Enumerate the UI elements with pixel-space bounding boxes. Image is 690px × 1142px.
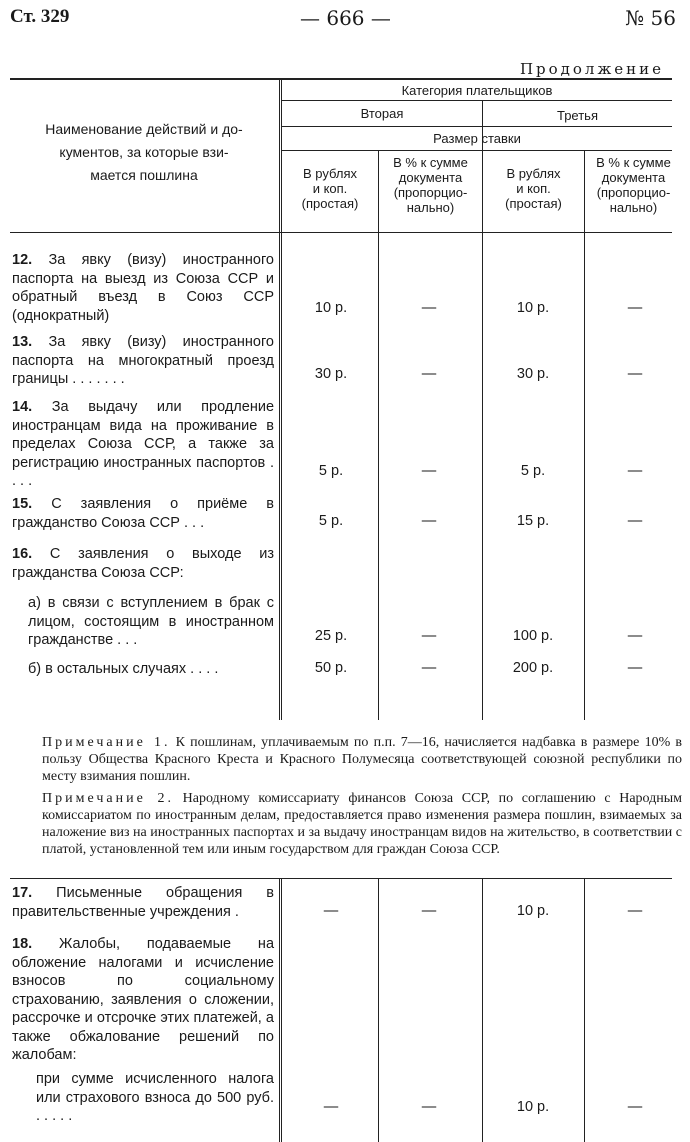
cell-value: 5 р. (318, 463, 344, 479)
cell-value: — (627, 1099, 643, 1115)
category-rule (281, 100, 672, 101)
cell-value: — (627, 903, 643, 919)
table-row-13: 13. За явку (визу) иностранного паспорта на многократный проезд границы . . . . . . . (12, 334, 274, 387)
col-divider (482, 878, 483, 1142)
col-divider (584, 150, 585, 720)
note-1: Примечание 1. К пошлинам, уплачиваемым по п.п. 7—16, начисляется надбавка в размере 10% в пользу Общества Красного Креста и Красного Полумесяца соответствующей союзной республики по месту взимания пошлин. (42, 735, 683, 784)
cell-value: — (421, 628, 437, 644)
issue-number: № 56 (625, 6, 676, 30)
cell-value: — (421, 366, 437, 382)
cell-value: — (421, 300, 437, 316)
table-row-16b: б) в остальных случаях . . . . (28, 661, 219, 677)
table-row-12: 12. За явку (визу) иностранного паспорта на выезд из Союза ССР и обратный въезд в Союз ССР (однократный) (12, 252, 274, 324)
cell-value: — (627, 300, 643, 316)
cell-value: 10 р. (314, 300, 348, 316)
cell-value: 30 р. (516, 366, 550, 382)
cell-value: — (627, 463, 643, 479)
cell-value: 25 р. (314, 628, 348, 644)
continuation-label: Продолжение (519, 60, 664, 78)
cell-value: 50 р. (314, 660, 348, 676)
category-header: Категория плательщиков (401, 83, 553, 98)
cell-value: — (421, 1099, 437, 1115)
col-divider (378, 150, 379, 720)
header-bottom-rule (10, 232, 672, 233)
cell-value: — (627, 366, 643, 382)
cell-value: 100 р. (512, 628, 554, 644)
group-rule (281, 126, 672, 127)
table-top-rule (10, 78, 672, 80)
cell-value: — (323, 903, 339, 919)
col-header-pct-2: В % к сумме документа (пропорцио- нально) (393, 155, 468, 215)
cell-value: — (627, 660, 643, 676)
rate-rule (281, 150, 672, 151)
cell-value: 5 р. (318, 513, 344, 529)
cell-value: — (627, 513, 643, 529)
group-second: Вторая (360, 106, 404, 121)
cell-value: — (421, 660, 437, 676)
table-row-16: 16. С заявления о выходе из гражданства Союза ССР: (12, 546, 274, 581)
col-divider (378, 878, 379, 1142)
cell-value: 200 р. (512, 660, 554, 676)
group-third: Третья (556, 108, 598, 123)
cell-value: 15 р. (516, 513, 550, 529)
col-divider (279, 80, 280, 720)
col-header-rub-2: В рублях и коп. (простая) (301, 166, 359, 211)
bottom-table-top-rule (10, 878, 672, 879)
note-2: Примечание 2. Народному комиссариату финансов Союза ССР, по соглашению с Народным комиссариатом по иностранным делам, предоставляется право изменения размера пошлин, взимаемых за наложение виз на иностранных паспортах и за выдачу иностранцам видов на жительство, в соответствии с платой, установленной тем или иным государством для граждан Союза ССР. (42, 791, 683, 857)
col-divider (279, 878, 280, 1142)
col-divider (281, 878, 282, 1142)
table-row-14: 14. За выдачу или продление иностранцам вида на проживание в пределах Союза ССР, а также за регистрацию иностранных паспортов . . . . (12, 399, 275, 489)
cell-value: 10 р. (516, 1099, 550, 1115)
rate-header: Размер ставки (433, 131, 521, 146)
table-row-18: 18. Жалобы, подаваемые на обложение налогами и исчисление взносов по социальному страхованию, заявления о сложении, рассрочке и отсрочке этих платежей, а также обжалование решений по жалобам: (12, 936, 275, 1063)
table-row-17: 17. Письменные обращения в правительственные учреждения . (12, 885, 274, 920)
cell-value: 30 р. (314, 366, 348, 382)
name-column-header: Наименование действий и до- кументов, за которые взи- мается пошлина (45, 121, 243, 183)
cell-value: — (323, 1099, 339, 1115)
cell-value: — (421, 903, 437, 919)
page-number: — 666 — (300, 6, 391, 30)
cell-value: 10 р. (516, 903, 550, 919)
cell-value: 5 р. (520, 463, 546, 479)
col-header-pct-3: В % к сумме документа (пропорцио- нально) (596, 155, 671, 215)
table-row-16a: а) в связи с вступлением в брак с лицом, состоящим в инострaнном гражданстве . . . (28, 595, 274, 648)
col-divider (584, 878, 585, 1142)
cell-value: — (421, 513, 437, 529)
col-header-rub-3: В рублях и коп. (простая) (505, 166, 562, 211)
table-row-15: 15. С заявления о приёме в гражданство Союза ССР . . . (12, 496, 274, 531)
article-number: Ст. 329 (10, 6, 70, 27)
cell-value: — (627, 628, 643, 644)
cell-value: — (421, 463, 437, 479)
table-row-18a: при сумме исчисленного налога или страхового взноса до 500 руб. . . . . . (36, 1071, 274, 1124)
cell-value: 10 р. (516, 300, 550, 316)
